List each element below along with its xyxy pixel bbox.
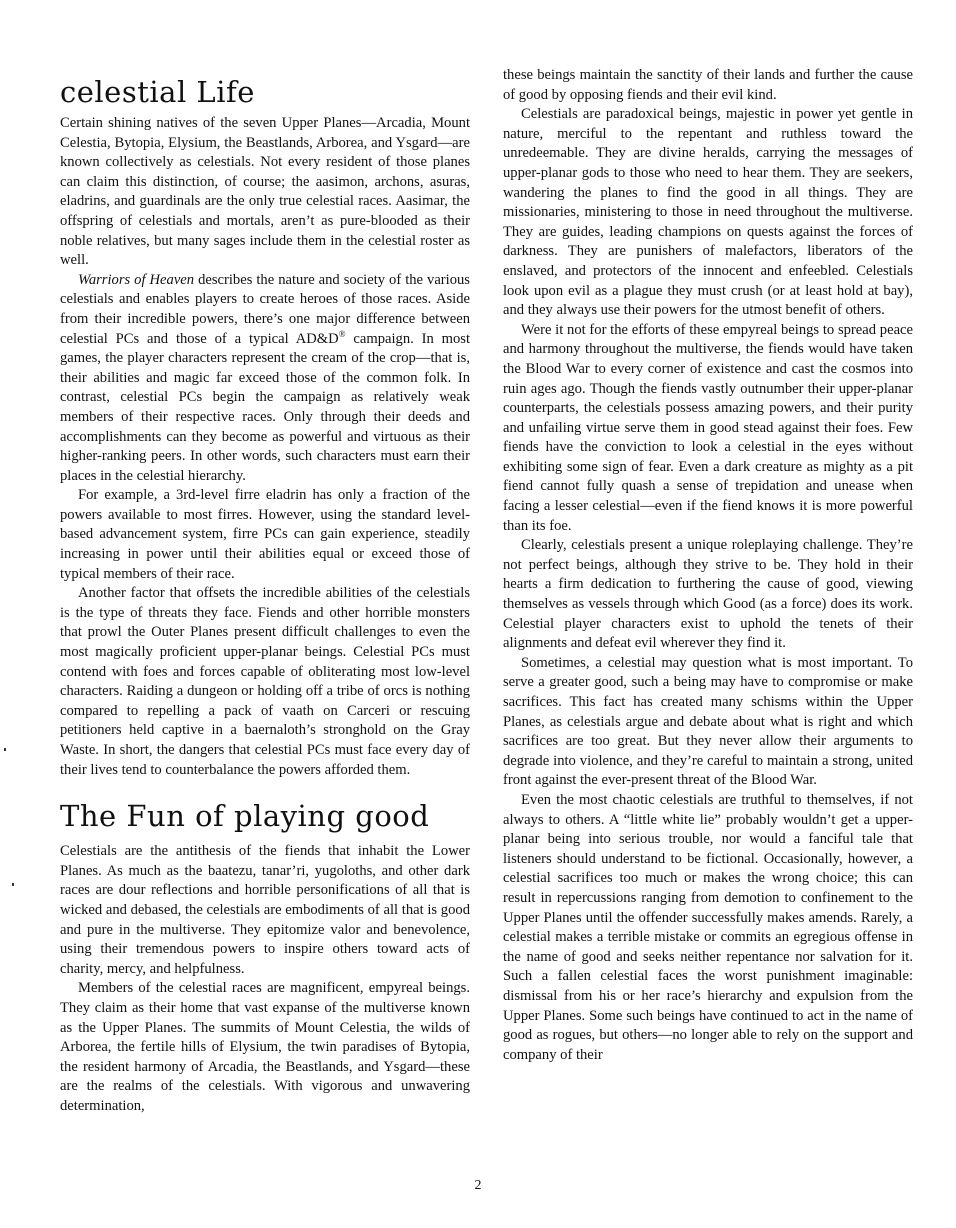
right-column bbox=[503, 66, 913, 1065]
registered-mark: ® bbox=[338, 328, 346, 339]
paragraph: these beings maintain the sanctity of their lands and further the cause of good by opposing fiends and their evil kind. bbox=[503, 67, 913, 103]
paragraph-text: campaign. In most games, the player characters represent the cream of the crop—that is, their abilities and magic far exceed those of the common folk. In contrast, celestial PCs begin the campaign as relatively weak members of their respective races. Only through their deeds and accomplishments can they become as powerful and virtuous as their higher-ranking peers. In other words, such characters must earn their places in the celestial hierarchy. bbox=[60, 330, 470, 484]
paragraph bbox=[60, 271, 470, 487]
paragraph: Sometimes, a celestial may question what is most important. To serve a greater good, such a being may have to compromise or make sacrifices. This fact has created many schisms within the Upper Planes, as celestials argue and debate about what is right and which sacrifices are too great. But they never allow their arguments to degrade into violence, and they’re careful to maintain a strong, united front against the ever-present threat of the Blood War. bbox=[503, 654, 913, 789]
left-column bbox=[60, 66, 470, 1117]
paragraph: Members of the celestial races are magnificent, empyreal beings. They claim as their home that vast expanse of the multiverse known as the Upper Planes. The summits of Mount Celestia, the wilds of Arborea, the fertile hills of Elysium, the twin paradises of Bytopia, the resident harmony of Arcadia, the Beastlands, and Ysgard—these are the realms of the celestials. With vigorous and unwavering determination, bbox=[60, 980, 470, 1114]
book-title: Warriors of Heaven bbox=[78, 271, 195, 288]
paragraph-text: describes the nature and society of the various celestials and enables players to create heroes of those races. Aside from their incredible powers, there’s one major difference between celestial PCs and those of a typical AD&D bbox=[60, 271, 470, 347]
page-number: 2 bbox=[474, 1178, 482, 1193]
paragraph: Another factor that offsets the incredible abilities of the celestials is the type of threats they face. Fiends and other horrible monsters that prowl the Outer Planes present difficult challenges to even the most magically proficient upper-planar beings. Celestial PCs must contend with foes and forces capable of obliterating most low-level characters. Raiding a dungeon or holding off a tribe of orcs is nothing compared to repelling a pack of vaath on Carceri or rescuing petitioners held captive in a baernaloth’s stronghold on the Gray Waste. In short, the dangers that celestial PCs must face every day of their lives tend to counterbalance the powers afforded them. bbox=[60, 585, 470, 778]
paragraph: For example, a 3rd-level firre eladrin has only a fraction of the powers available to most firres. However, using the standard level-based advancement system, firre PCs can gain experience, steadily increasing in power until their abilities equal or exceed those of typical members of their race. bbox=[60, 487, 470, 582]
paragraph: Celestials are paradoxical beings, majestic in power yet gentle in nature, merciful to the repentant and ruthless toward the unredeemable. They are divine heralds, carrying the messages of upper-planar gods to those who need to hear them. They are seekers, wandering the planes to find the good in all things. They are missionaries, ministering to those in need throughout the multiverse. They are guides, leading champions on quests against the forces of darkness. They are punishers of malefactors, liberators of the enslaved, and protectors of the innocent and enfeebled. Celestials look upon evil as a plague they must crush (or at least hold at bay), and they always use their powers for the utmost benefit of others. bbox=[503, 106, 913, 319]
paragraph: Celestials are the antithesis of the fiends that inhabit the Lower Planes. As much as the baatezu, tanar’ri, yugoloths, and other dark races are dour reflections and horrible personifications of all that is wicked and debased, the celestials are embodiments of all that is good and pure in the multiverse. They epitomize valor and benevolence, using their tremendous powers to inspire others toward acts of charity, mercy, and helpfulness. bbox=[60, 843, 470, 977]
paragraph: Were it not for the efforts of these empyreal beings to spread peace and harmony throughout the multiverse, the fiends would have taken the Blood War to every corner of existence and cast the cosmos into ruin ages ago. Though the fiends vastly outnumber their upper-planar counterparts, the celestials possess amazing powers, and their purity and unfailing virtue serve them in good stead against their foes. Few fiends have the conviction to look a celestial in the eyes without exhibiting some sign of fear. Even a dark creature as mighty as a pit fiend cannot fully quash a sense of trepidation and unease when facing a lesser celestial—even if the fiend knows it is more powerful than its foe. bbox=[503, 321, 913, 534]
section-heading-celestial-life: celestial Life bbox=[60, 75, 255, 109]
paragraph: Clearly, celestials present a unique roleplaying challenge. They’re not perfect beings, although they strive to be. They hold in their hearts a firm dedication to furthering the cause of good, viewing themselves as vessels through which Good (as a force) does its work. Celestial player characters exist to uphold the tenets of their alignments and defeat evil wherever they find it. bbox=[503, 537, 913, 652]
paragraph: Even the most chaotic celestials are truthful to themselves, if not always to others. A “little white lie” probably wouldn’t get a upper-planar being into serious trouble, nor would a fanciful tale that listeners should understand to be fictional. Occasionally, however, a celestial sacrifices too much or makes the wrong choice; this can result in repercussions ranging from demotion to confinement to the Upper Planes until the offender successfully makes amends. Rarely, a celestial makes a terrible mistake or commits an egregious offense in the name of good and seeks neither repentance nor salvation for it. Such a fallen celestial faces the worst punishment imaginable: dismissal from his or her race’s hierarchy and expulsion from the Upper Planes. Some such beings have continued to act in the name of good as rogues, but others—no longer able to rely on the support and company of their bbox=[503, 791, 913, 1063]
section-heading-fun-of-playing-good: The Fun of playing good bbox=[60, 799, 430, 834]
scan-speck bbox=[12, 883, 14, 886]
paragraph: Certain shining natives of the seven Upper Planes—Arcadia, Mount Celestia, Bytopia, Elysium, the Beastlands, Arborea, and Ysgard—are known collectively as celestials. Not every resident of those planes can claim this distinction, of course; the aasimon, archons, asuras, eladrins, and guardinals are the only true celestial races. Aasimar, the offspring of celestials and mortals, aren’t as pure-blooded as their noble relatives, but many sages include them in the celestial roster as well. bbox=[60, 115, 470, 269]
scan-speck bbox=[4, 748, 6, 751]
